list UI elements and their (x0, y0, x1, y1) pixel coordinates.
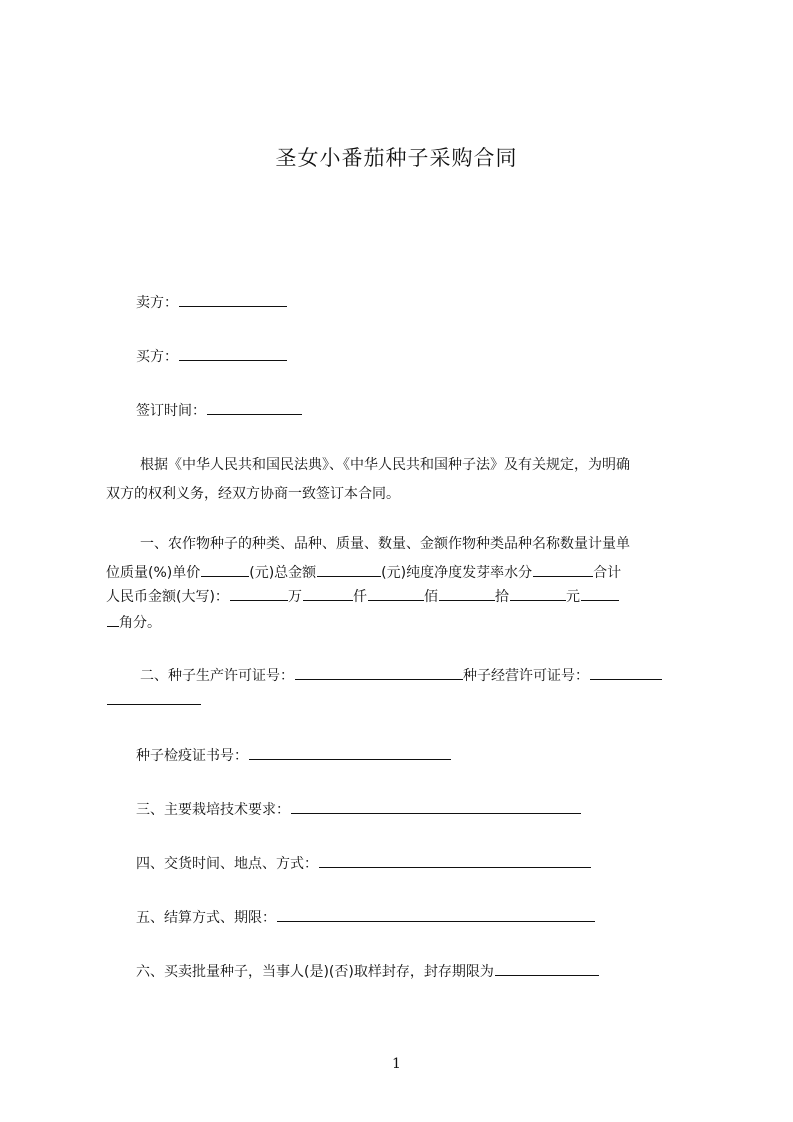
settlement-blank[interactable] (277, 908, 595, 922)
buyer-label: 买方： (136, 349, 178, 365)
buyer-line (106, 346, 736, 366)
shi-blank[interactable] (439, 587, 495, 601)
clause5-label: 五、结算方式、期限： (136, 910, 276, 926)
seller-line (106, 292, 736, 312)
clause1-unit-price-label: 位质量(%)单价 (106, 565, 201, 581)
sign-date-line (106, 400, 736, 420)
wan-blank[interactable] (230, 587, 288, 601)
quarantine-label: 种子检疫证书号： (136, 748, 248, 764)
clause1-line-2 (106, 562, 706, 582)
clause1-total-label: (元)总金额 (249, 565, 317, 581)
page-number: 1 (392, 1056, 401, 1072)
production-license-blank[interactable] (295, 666, 463, 680)
operation-license-blank[interactable] (590, 666, 662, 680)
bai-label: 佰 (423, 589, 438, 605)
wan-label: 万 (287, 589, 302, 605)
shi-label: 拾 (494, 589, 509, 605)
sealing-period-blank[interactable] (495, 962, 599, 976)
clause1-sum-label: 合计 (593, 565, 622, 581)
production-license-label: 二、种子生产许可证号： (140, 668, 294, 684)
operation-license-blank-cont[interactable] (107, 691, 201, 705)
clause6-line (106, 961, 736, 981)
jiao-blank[interactable] (581, 587, 619, 601)
clause4-line (106, 853, 736, 873)
clause1-quality-label: (元)纯度净度发芽率水分 (381, 565, 533, 581)
unit-price-blank[interactable] (201, 563, 249, 577)
operation-license-label: 种子经营许可证号： (463, 668, 589, 684)
page-title: 圣女小番茄种子采购合同 (275, 146, 518, 170)
seller-blank[interactable] (179, 293, 287, 307)
clause2-line-1 (106, 665, 740, 685)
clause6-label: 六、买卖批量种子，当事人(是)(否)取样封存，封存期限为 (136, 964, 494, 980)
clause1-line-3 (106, 586, 706, 606)
clause2-line-2 (106, 691, 706, 709)
intro-line-1: 根据《中华人民共和国民法典》、《中华人民共和国种子法》及有关规定，为明确 (140, 457, 630, 473)
clause3-line (106, 799, 736, 819)
intro-line-2: 双方的权利义务，经双方协商一致签订本合同。 (106, 486, 400, 502)
jiao-blank-cont[interactable] (107, 613, 119, 627)
buyer-blank[interactable] (179, 347, 287, 361)
qian-label: 仟 (352, 589, 367, 605)
clause1-line-1: 一、农作物种子的种类、品种、质量、数量、金额作物种类品种名称数量计量单 (140, 536, 630, 552)
sign-date-label: 签订时间： (136, 403, 206, 419)
sign-date-blank[interactable] (207, 401, 302, 415)
yuan-blank[interactable] (510, 587, 566, 601)
clause1-end: 角分。 (119, 615, 161, 631)
total-amount-blank[interactable] (317, 563, 381, 577)
delivery-blank[interactable] (319, 854, 591, 868)
clause5-line (106, 907, 736, 927)
quarantine-blank[interactable] (249, 746, 451, 760)
bai-blank[interactable] (368, 587, 424, 601)
clause1-line-4 (106, 612, 706, 632)
clause1-rmb-label: 人民币金额(大写)： (106, 589, 229, 605)
clause4-label: 四、交货时间、地点、方式： (136, 856, 318, 872)
seller-label: 卖方： (136, 295, 178, 311)
quarantine-line (106, 745, 736, 765)
clause3-label: 三、主要栽培技术要求： (136, 802, 290, 818)
yuan-label: 元 (565, 589, 580, 605)
qian-blank[interactable] (303, 587, 353, 601)
cultivation-blank[interactable] (291, 800, 581, 814)
moisture-blank[interactable] (533, 563, 593, 577)
